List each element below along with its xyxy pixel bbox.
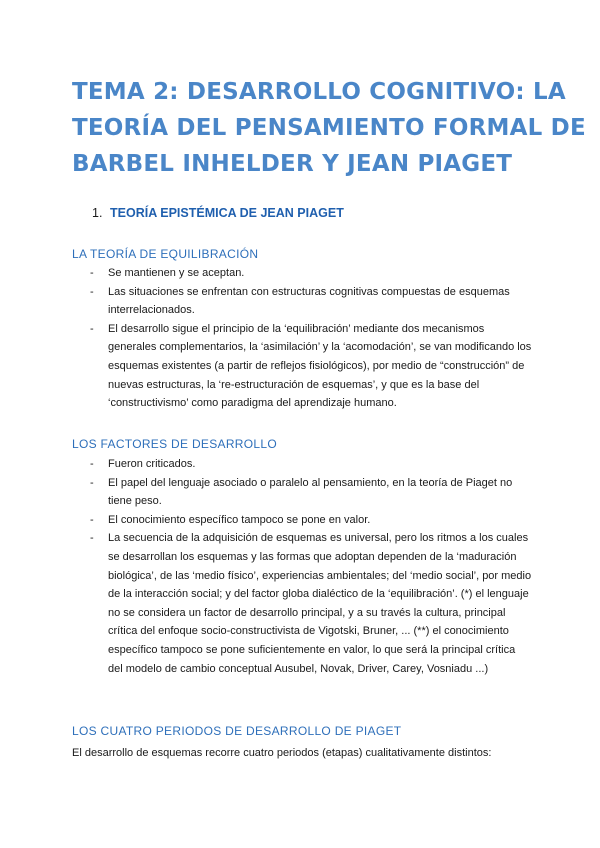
title-line-2: TEORÍA DEL PENSAMIENTO FORMAL DE [72, 115, 586, 141]
title-line-1: TEMA 2: DESARROLLO COGNITIVO: LA [72, 79, 566, 105]
dash-bullet: - [90, 322, 94, 335]
section-heading-1 [92, 206, 344, 220]
list-item: - El papel del lenguaje asociado o paralelo al pensamiento, en la teoría de Piaget no tiene peso. [72, 474, 532, 511]
heading-periodos: LOS CUATRO PERIODOS DE DESARROLLO DE PIAGET [72, 724, 402, 738]
list-item: - Se mantienen y se aceptan. [72, 264, 532, 283]
title-line-3: BARBEL INHELDER Y JEAN PIAGET [72, 151, 513, 177]
dash-bullet: - [90, 267, 94, 279]
section-label: TEORÍA EPISTÉMICA DE JEAN PIAGET [110, 206, 344, 220]
dash-bullet: - [90, 458, 94, 470]
dash-bullet: - [90, 285, 94, 298]
dash-bullet: - [90, 476, 94, 489]
document-title [72, 74, 586, 182]
dash-bullet: - [90, 513, 94, 526]
dash-bullet: - [90, 532, 94, 545]
paragraph-periodos: El desarrollo de esquemas recorre cuatro periodos (etapas) cualitativamente distintos: [72, 747, 492, 759]
list-item: - El desarrollo sigue el principio de la ‘equilibración’ mediante dos mecanismos generales complementarios, la ‘asimilación’ y la ‘acomodación’, se van modificando los esquemas existentes (a partir de reflejos fisiológicos), por medio de “construcción” de nuevas estructuras, la ‘re-estructuración de esquemas’, y que es la base del ‘constructivismo’ como paradigma del aprendizaje humano. [72, 320, 532, 413]
list-item: - Fueron criticados. [72, 455, 532, 474]
section-number: 1. [92, 206, 103, 220]
list-equilibracion [72, 264, 532, 413]
list-item: - La secuencia de la adquisición de esquemas es universal, pero los ritmos a los cuales se desarrollan los esquemas y las formas que adoptan dependen de la ‘maduración biológica’, de las ‘medio físico’, experiencias ambientales; del ‘medio social’, por medio de la interacción social; y del factor globa dialéctico de la ‘equilibración’. (*) el lenguaje no se considera un factor de desarrollo principal, y a su través la cultura, principal crítica del enfoque socio-constructivista de Vigotski, Bruner, ... (**) el conocimiento específico tampoco se pone suficientemente en valor, lo que será la principal crítica del modelo de cambio conceptual Ausubel, Novak, Driver, Carey, Vosniadu ...) [72, 529, 532, 678]
heading-equilibracion: LA TEORÍA DE EQUILIBRACIÓN [72, 247, 259, 261]
list-item: - El conocimiento específico tampoco se pone en valor. [72, 511, 532, 530]
list-factores [72, 455, 532, 678]
list-item: - Las situaciones se enfrentan con estructuras cognitivas compuestas de esquemas interrelacionados. [72, 283, 532, 320]
heading-factores: LOS FACTORES DE DESARROLLO [72, 437, 277, 451]
